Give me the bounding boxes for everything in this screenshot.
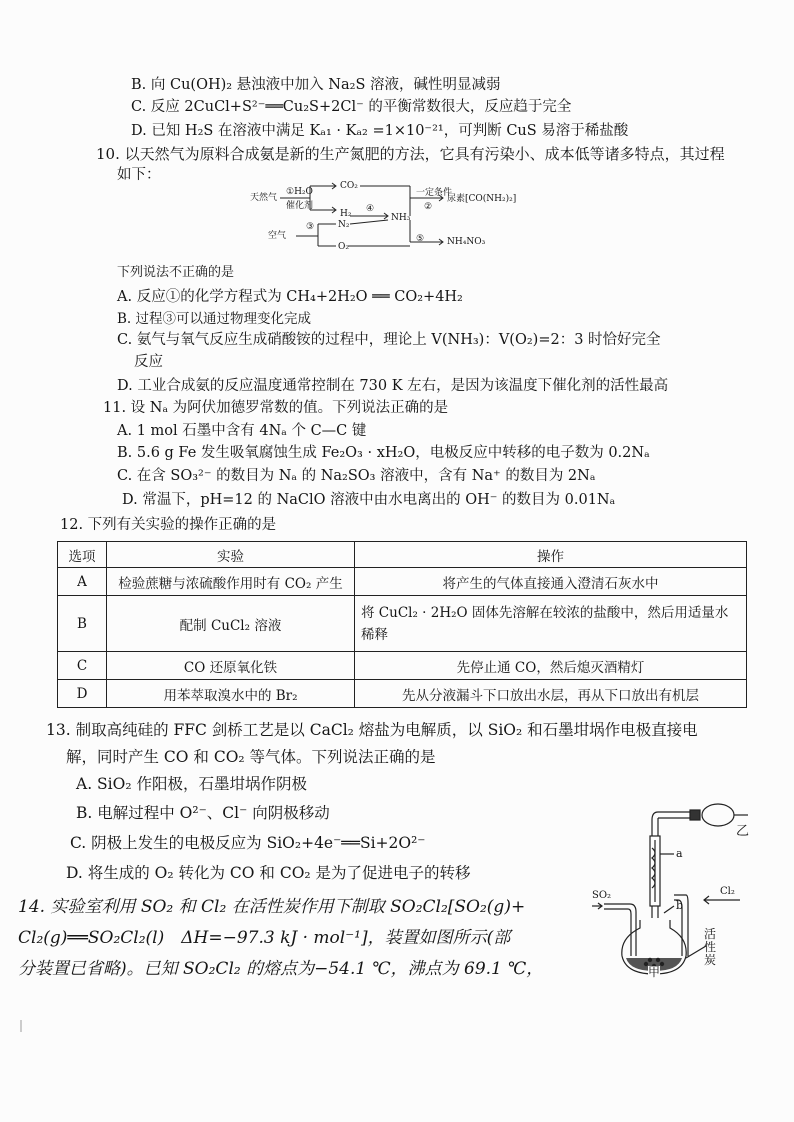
label-jia: 甲 <box>648 965 661 979</box>
q11-option-b: B. 5.6 g Fe 发生吸氧腐蚀生成 Fe₂O₃ · xH₂O，电极反应中转移的电子数为 0.2Nₐ <box>117 445 650 461</box>
step1-label: ①H₂O <box>286 187 313 197</box>
step1-catalyst-label: 催化剂 <box>286 201 314 211</box>
table-header-cell: 操作 <box>355 542 747 568</box>
q11-option-a: A. 1 mol 石墨中含有 4Nₐ 个 C—C 键 <box>117 423 367 439</box>
table-row <box>58 652 747 680</box>
step4-label: ④ <box>366 204 375 214</box>
q11-option-d: D. 常温下，pH=12 的 NaClO 溶液中由水电离出的 OH⁻ 的数目为 0.01Nₐ <box>122 492 616 508</box>
table-cell-experiment: CO 还原氧化铁 <box>107 652 355 680</box>
table-cell-operation: 先停止通 CO，然后熄灭酒精灯 <box>355 652 747 680</box>
q14-stem: 14. 实验室利用 SO₂ 和 Cl₂ 在活性炭作用下制取 SO₂Cl₂[SO₂(g)+ <box>18 897 526 917</box>
table-row <box>58 680 747 708</box>
scan-margin-mark <box>20 1020 22 1032</box>
q13-option-c: C. 阴极上发生的电极反应为 SiO₂+4e⁻══Si+2O²⁻ <box>70 834 426 852</box>
table-row <box>58 596 747 652</box>
q10-question: 下列说法不正确的是 <box>117 265 235 280</box>
table-cell-operation: 将产生的气体直接通入澄清石灰水中 <box>355 568 747 596</box>
q9-option-d: D. 已知 H₂S 在溶液中满足 Kₐ₁ · Kₐ₂ =1×10⁻²¹，可判断 CuS 易溶于稀盐酸 <box>131 123 629 139</box>
h2-label: H₂ <box>340 209 352 219</box>
synthesis-flow-diagram <box>248 176 578 254</box>
table-cell-operation: 先从分液漏斗下口放出水层，再从下口放出有机层 <box>355 680 747 708</box>
table-header-cell: 实验 <box>107 542 355 568</box>
step2-condition-label: 一定条件 <box>416 188 453 198</box>
apparatus-drawing <box>590 788 770 978</box>
q13-option-d: D. 将生成的 O₂ 转化为 CO 和 CO₂ 是为了促进电子的转移 <box>66 864 471 882</box>
nh3-label: NH₃ <box>391 213 411 223</box>
table-header-cell: 选项 <box>58 542 107 568</box>
table-cell-option: A <box>58 568 107 596</box>
q10-stem: 10. 以天然气为原料合成氨是新的生产氮肥的方法，它具有污染小、成本低等诸多特点，其过程 <box>96 145 725 163</box>
apparatus-figure <box>590 788 770 978</box>
o2-label: O₂ <box>338 242 349 252</box>
table-cell-option: B <box>58 596 107 652</box>
q10-option-c: C. 氨气与氧气反应生成硝酸铵的过程中，理论上 V(NH₃)：V(O₂)=2：3 时恰好完全 <box>117 332 661 348</box>
natural-gas-label: 天然气 <box>250 193 278 203</box>
step3-label: ③ <box>306 222 315 232</box>
table-header-row <box>58 542 747 568</box>
table-row <box>58 568 747 596</box>
table-cell-experiment: 用苯萃取溴水中的 Br₂ <box>107 680 355 708</box>
table-cell-option: D <box>58 680 107 708</box>
q9-option-b: B. 向 Cu(OH)₂ 悬浊液中加入 Na₂S 溶液，碱性明显减弱 <box>131 77 501 93</box>
table-cell-experiment: 检验蔗糖与浓硫酸作用时有 CO₂ 产生 <box>107 568 355 596</box>
q12-options-table <box>57 541 747 708</box>
label-cl2: Cl₂ <box>720 886 735 897</box>
table-cell-experiment: 配制 CuCl₂ 溶液 <box>107 596 355 652</box>
q12-stem: 12. 下列有关实验的操作正确的是 <box>60 517 277 533</box>
q14-stem-line2: Cl₂(g)══SO₂Cl₂(l) ΔH=−97.3 kJ · mol⁻¹]，装置如图所示(部 <box>18 928 511 948</box>
q10-option-a: A. 反应①的化学方程式为 CH₄+2H₂O ══ CO₂+4H₂ <box>117 289 463 305</box>
q9-option-c: C. 反应 2CuCl+S²⁻══Cu₂S+2Cl⁻ 的平衡常数很大，反应趋于完全 <box>131 99 572 115</box>
label-so2: SO₂ <box>592 890 612 901</box>
urea-label: 尿素[CO(NH₂)₂] <box>447 194 517 204</box>
table-cell-operation: 将 CuCl₂ · 2H₂O 固体先溶解在较浓的盐酸中，然后用适量水稀释 <box>355 596 747 652</box>
table-cell-option: C <box>58 652 107 680</box>
n2-label: N₂ <box>338 220 350 230</box>
q10-option-d: D. 工业合成氨的反应温度通常控制在 730 K 左右，是因为该温度下催化剂的活性最高 <box>117 378 669 394</box>
q10-option-b: B. 过程③可以通过物理变化完成 <box>117 311 312 327</box>
label-a: a <box>676 847 683 860</box>
q13-stem-cont: 解，同时产生 CO 和 CO₂ 等气体。下列说法正确的是 <box>66 748 436 766</box>
q13-option-b: B. 电解过程中 O²⁻、Cl⁻ 向阴极移动 <box>76 804 330 822</box>
label-yi: 乙 <box>736 824 750 839</box>
q10-stem-cont: 如下： <box>117 167 161 183</box>
q13-option-a: A. SiO₂ 作阳极，石墨坩埚作阴极 <box>76 775 307 793</box>
step2-label: ② <box>424 202 433 212</box>
nh4no3-label: NH₄NO₃ <box>447 237 486 247</box>
q10-option-c-cont: 反应 <box>134 354 163 370</box>
q11-option-c: C. 在含 SO₃²⁻ 的数目为 Nₐ 的 Na₂SO₃ 溶液中，含有 Na⁺ 的数目为 2Nₐ <box>117 468 596 484</box>
air-label: 空气 <box>268 231 287 241</box>
q13-stem: 13. 制取高纯硅的 FFC 剑桥工艺是以 CaCl₂ 熔盐为电解质，以 SiO₂ 和石墨坩埚作电极直接电 <box>46 721 698 739</box>
q11-stem: 11. 设 Nₐ 为阿伏加德罗常数的值。下列说法正确的是 <box>103 400 449 416</box>
label-activated-carbon: 活性炭 <box>704 927 717 967</box>
co2-label: CO₂ <box>340 181 358 191</box>
label-b: b <box>676 899 684 912</box>
step5-label: ⑤ <box>416 234 425 244</box>
q14-stem-line3: 分装置已省略)。已知 SO₂Cl₂ 的熔点为−54.1 ℃，沸点为 69.1 ℃， <box>18 959 544 979</box>
